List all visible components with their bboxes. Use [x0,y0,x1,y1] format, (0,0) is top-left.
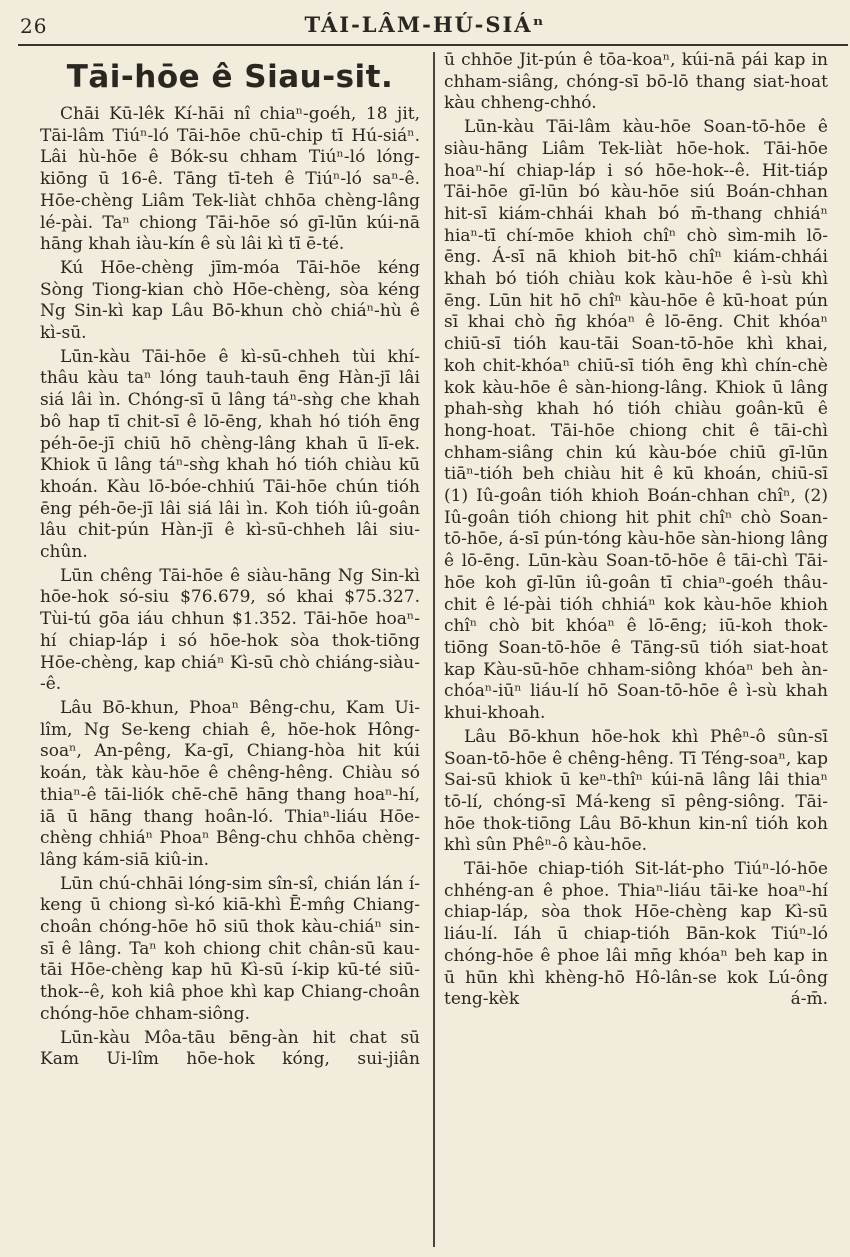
article-title: Tāi-hōe ê Siau-sit. [66,59,394,95]
paragraph: Tāi-hōe chiap-tióh Sit-lát-pho Tiúⁿ-ló-hōe chhéng-an ê phoe. Thiaⁿ-liáu tāi-ke hoaⁿ-hí chiap-láp, sòa thok Hōe-chèng kap Kì-sū liáu-lí. Iáh ū chiap-tióh Bān-kok Tiúⁿ-ló chóng-hōe ê phoe lâi mn̄g khóaⁿ beh kap in ū hūn khì khèng-hō Hô-lân-se kok Lú-ông teng-kèk á-m̄. [444,859,828,1010]
paragraph: Lâu Bō-khun hōe-hok khì Phêⁿ-ô sûn-sī Soan-tō-hōe ê chêng-hêng. Tī Téng-soaⁿ, kap Sai-sū khiok ū keⁿ-thîⁿ kúi-nā lâng lâi thiaⁿ tō-lí, chóng-sī Má-keng sī pêng-siông. Tāi-hōe thok-tiōng Lâu Bō-khun kin-nî tióh koh khì sûn Phêⁿ-ô kàu-hōe. [444,726,828,856]
paragraph: Lūn chú-chhāi lóng-sim sîn-sî, chián lán í-keng ū chiong sì-kó kiā-khì Ē-mn̂g Chiang-choân chóng-hōe hō siū thok kàu-chiáⁿ sin-sī ê lâng. Taⁿ koh chiong chit chân-sū kau-tāi Hōe-chèng kap hū Kì-sū í-kip kū-té siū-thok--ê, koh kiâ phoe khì kap Chiang-choân chóng-hōe chham-siông. [40,873,420,1024]
column-divider [433,52,435,1247]
right-column [444,50,828,1013]
paragraph: Lūn-kàu Tāi-hōe ê kì-sū-chheh tùi khí-thâu kàu taⁿ lóng tauh-tauh ēng Hàn-jī lâi siá lâi ìn. Chóng-sī ū lâng táⁿ-sǹg che khah bô hap tī chit-sī ê lō-ēng, khah hó tióh ēng péh-ōe-jī chiū hō chèng-lâng khah ū lī-ek. Khiok ū lâng táⁿ-sǹg khah hó tióh chiàu kū khoán. Kàu lō-bóe-chhiú Tāi-hōe chún tióh ēng péh-ōe-jī lâi siá lâi ìn. Koh tióh iû-goân lâu chit-pún Hàn-jī ê kì-sū-chheh lâi siu-chûn. [40,346,420,563]
left-column [40,50,420,1073]
paragraph: Lūn-kàu Tāi-lâm kàu-hōe Soan-tō-hōe ê siàu-hāng Liâm Tek-liàt hōe-hok. Tāi-hōe hoaⁿ-hí chiap-láp i só hōe-hok--ê. Hit-tiáp Tāi-hōe gī-lūn bó kàu-hōe siú Boán-chhan hit-sī kiám-chhái khah bó m̄-thang chhiáⁿ hiaⁿ-tī chí-mōe khioh chîⁿ chò sìm-mih lō-ēng. Á-sī nā khioh bit-hō chîⁿ kiám-chhái khah bó tióh chiàu kok kàu-hōe ê ì-sù khì ēng. Lūn hit hō chîⁿ kàu-hōe ê kū-hoat pún sī khai chò n̄g khóaⁿ ê lō-ēng. Chit khóaⁿ chiū-sī tióh kau-tāi Soan-tō-hōe khì khai, koh chit-khóaⁿ chiū-sī tióh ēng khì chín-chè kok kàu-hōe ê sàn-hiong-lâng. Khiok ū lâng phah-sǹg khah hó tióh chiàu goân-kū ê hong-hoat. Tāi-hōe chiong chit ê tāi-chì chham-siâng chin kú kàu-bóe chiū gī-lūn tiāⁿ-tióh beh chiàu hit ê kū khoán, chiū-sī (1) Iû-goân tióh khioh Boán-chhan chîⁿ, (2) Iû-goân tióh chiong hit phit chîⁿ chò Soan-tō-hōe, á-sī pún-tóng kàu-hōe sàn-hiong lâng ê lō-ēng. Lūn-kàu Soan-tō-hōe ê tāi-chì Tāi-hōe koh gī-lūn iû-goân tī chiaⁿ-goéh thâu-chit ê lé-pài tióh chhiáⁿ kok kàu-hōe khioh chîⁿ chò bit khóaⁿ ê lō-ēng; iū-koh thok-tiōng Soan-tō-hōe ê Tāng-sū tióh siat-hoat kap Kàu-sū-hōe chham-siông khóaⁿ beh àn-chóaⁿ-iūⁿ liáu-lí hō Soan-tō-hōe ê ì-sù khah khui-khoah. [444,117,828,724]
paragraph: Lūn chêng Tāi-hōe ê siàu-hāng Ng Sin-kì hōe-hok só-siu $76.679, só khai $75.327. Tùi-tú gōa iáu chhun $1.352. Tāi-hōe hoaⁿ-hí chiap-láp i só hōe-hok sòa thok-tiōng Hōe-chèng, kap chiáⁿ Kì-sū chò chiáng-siàu--ê. [40,565,420,695]
paragraph: Lâu Bō-khun, Phoaⁿ Bêng-chu, Kam Ui-lîm, Ng Se-keng chiah ê, hōe-hok Hông-soaⁿ, An-pêng, Ka-gī, Chiang-hòa hit kúi koán, tàk kàu-hōe ê chêng-hêng. Chiàu só thiaⁿ-ê tāi-liók chē-chē hāng thang hoaⁿ-hí, iā ū hāng thang hoân-ló. Thiaⁿ-liáu Hōe-chèng chhiáⁿ Phoaⁿ Bêng-chu chhōa chèng-lâng kám-siā kiû-in. [40,697,420,870]
paragraph: Chāi Kū-lêk Kí-hāi nî chiaⁿ-goéh, 18 jit, Tāi-lâm Tiúⁿ-ló Tāi-hōe chū-chip tī Hú-siáⁿ. Lâi hù-hōe ê Bók-su chham Tiúⁿ-ló lóng-kiōng ū 16-ê. Tāng tī-teh ê Tiúⁿ-ló saⁿ-ê. Hōe-chèng Liâm Tek-liàt chhōa chèng-lâng lé-pài. Taⁿ chiong Tāi-hōe só gī-lūn kúi-nā hāng khah iàu-kín ê sù lâi kì tī ē-té. [40,104,420,255]
paragraph: Lūn-kàu Môa-tāu bēng-àn hit chat sū Kam Ui-lîm hōe-hok kóng, sui-jiân [40,1027,420,1070]
page-header [0,0,850,44]
paragraph: ū chhōe Jit-pún ê tōa-koaⁿ, kúi-nā pái kap in chham-siâng, chóng-sī bō-lō thang siat-hoat kàu chheng-chhó. [444,50,828,114]
running-title: TÁI-LÂM-HÚ-SIÁⁿ [304,12,546,37]
header-rule [18,44,848,46]
page-number: 26 [20,14,48,38]
paragraph: Kú Hōe-chèng jīm-móa Tāi-hōe kéng Sòng Tiong-kian chò Hōe-chèng, sòa kéng Ng Sin-kì kap Lâu Bō-khun chò chiáⁿ-hù ê kì-sū. [40,257,420,344]
